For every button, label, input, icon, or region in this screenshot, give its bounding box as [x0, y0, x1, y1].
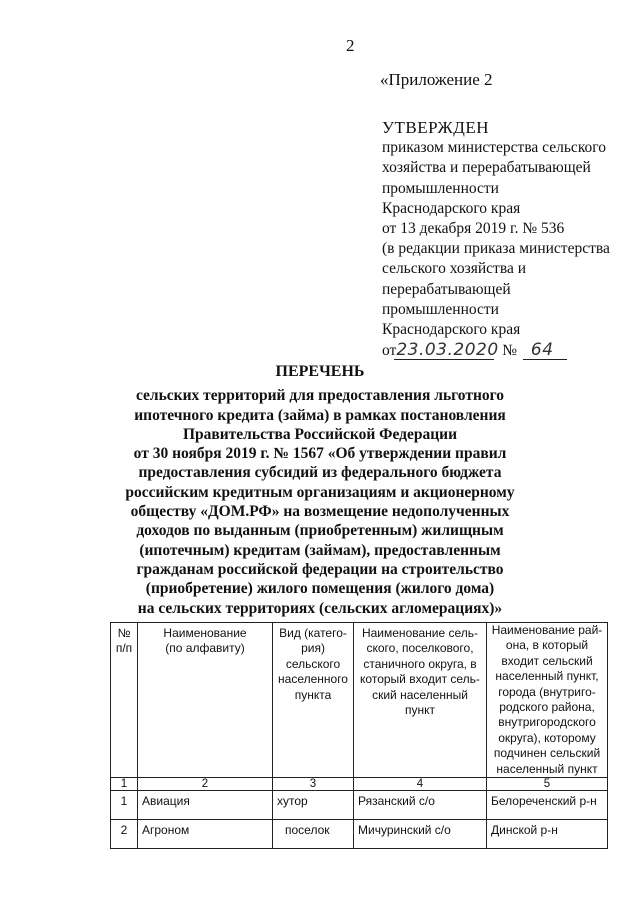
approval-date-line [382, 340, 632, 361]
header-cell-number [111, 623, 138, 778]
header-cell-okrug [354, 623, 487, 778]
header-text: населенный пункт, [495, 669, 599, 684]
header-text: пункта [294, 687, 332, 702]
header-text: п/п [115, 641, 133, 656]
title-line: на сельских территориях (сельских агломерациях)» [137, 599, 503, 617]
header-cell-district [487, 623, 608, 778]
column-number: 2 [138, 778, 273, 791]
header-text: Вид (катего- [279, 626, 347, 640]
header-text: ский населенный [372, 687, 468, 702]
header-text: она, в который [505, 638, 589, 653]
title-line: (ипотечным) кредитам (займам), предоставленным [139, 541, 501, 559]
column-number: 5 [487, 778, 608, 791]
header-cell-name [138, 623, 273, 778]
approval-line: Краснодарского края [382, 199, 521, 217]
table-row [111, 791, 608, 820]
approval-block [382, 118, 632, 361]
appendix-label: «Приложение 2 [380, 70, 493, 89]
approval-line: приказом министерства сельского [382, 139, 607, 157]
settlement-okrug: Мичуринский с/о [354, 820, 487, 849]
approval-line: перерабатывающей [382, 280, 511, 298]
header-text: Наименование [163, 626, 247, 640]
settlement-district: Динской р-н [487, 820, 608, 849]
handwritten-date: 23.03.2020 [396, 340, 499, 361]
settlement-name: Агроном [138, 820, 273, 849]
approval-line: хозяйства и перерабатывающей [382, 159, 591, 177]
settlement-district: Белореченский р-н [487, 791, 608, 820]
header-text: пункт [404, 703, 435, 718]
territories-table [110, 622, 608, 849]
date-field [396, 340, 499, 361]
column-number: 3 [273, 778, 354, 791]
title-line: от 30 ноября 2019 г. № 1567 «Об утверждении правил [133, 445, 507, 463]
settlement-type: хутор [273, 791, 354, 820]
header-text: входит сельский [501, 653, 593, 668]
header-text: № [117, 626, 131, 640]
title-line: ипотечного кредита (займа) в рамках постановления [134, 406, 506, 424]
row-number: 1 [111, 791, 138, 820]
settlement-type: поселок [273, 820, 354, 849]
approval-line: промышленности [382, 300, 499, 318]
header-text: внутригородского [498, 715, 596, 730]
header-text: округа), которому [498, 730, 596, 745]
header-text: ского, поселкового, [366, 641, 474, 656]
title-line: (приобретение) жилого помещения (жилого дома) [145, 580, 495, 598]
title-line: гражданам российской федерации на строительство [136, 560, 504, 578]
header-text: родского района, [499, 700, 595, 715]
header-text: Наименование рай- [491, 623, 603, 637]
number-prefix: № [502, 342, 517, 360]
header-cell-type [273, 623, 354, 778]
row-number: 2 [111, 820, 138, 849]
title-line: российским кредитным организациям и акционерному [125, 483, 515, 501]
header-text: станичного округа, в [363, 656, 477, 671]
column-number-row [111, 778, 608, 791]
settlement-okrug: Рязанский с/о [354, 791, 487, 820]
approval-line: Краснодарского края [382, 321, 521, 339]
header-text: сельского [285, 656, 341, 671]
table-row [111, 820, 608, 849]
header-text: (по алфавиту) [165, 641, 245, 656]
title-line: предоставления субсидий из федерального бюджета [138, 464, 502, 482]
title-main: ПЕРЕЧЕНЬ [275, 363, 365, 380]
approval-line: (в редакции приказа министерства [382, 240, 610, 258]
title-line: сельских территорий для предоставления льготного [135, 387, 505, 405]
header-text: населенного [278, 672, 348, 687]
column-number: 4 [354, 778, 487, 791]
title-line: Правительства Российской Федерации [182, 425, 458, 443]
header-text: рия) [301, 641, 325, 656]
title-line: доходов по выданным (приобретенным) жилищным [136, 522, 504, 540]
table-header-row [111, 623, 608, 778]
page-number: 2 [346, 36, 355, 55]
number-field [525, 340, 563, 361]
header-text: города (внутриго- [498, 684, 596, 699]
document-title [80, 362, 560, 618]
approval-heading: УТВЕРЖДЕН [382, 118, 489, 137]
approval-line: промышленности [382, 179, 499, 197]
header-text: подчинен сельский [493, 746, 601, 761]
approval-line: от 13 декабря 2019 г. № 536 [382, 220, 565, 238]
approval-line: сельского хозяйства и [382, 260, 526, 278]
header-text: который входит сель- [360, 672, 480, 687]
header-text: населенный пункт [496, 761, 598, 776]
settlement-name: Авиация [138, 791, 273, 820]
column-number: 1 [111, 778, 138, 791]
from-prefix: от [382, 342, 397, 360]
handwritten-number: 64 [530, 340, 554, 361]
title-line: обществу «ДОМ.РФ» на возмещение недополученных [130, 503, 510, 521]
header-text: Наименование сель- [361, 626, 479, 640]
